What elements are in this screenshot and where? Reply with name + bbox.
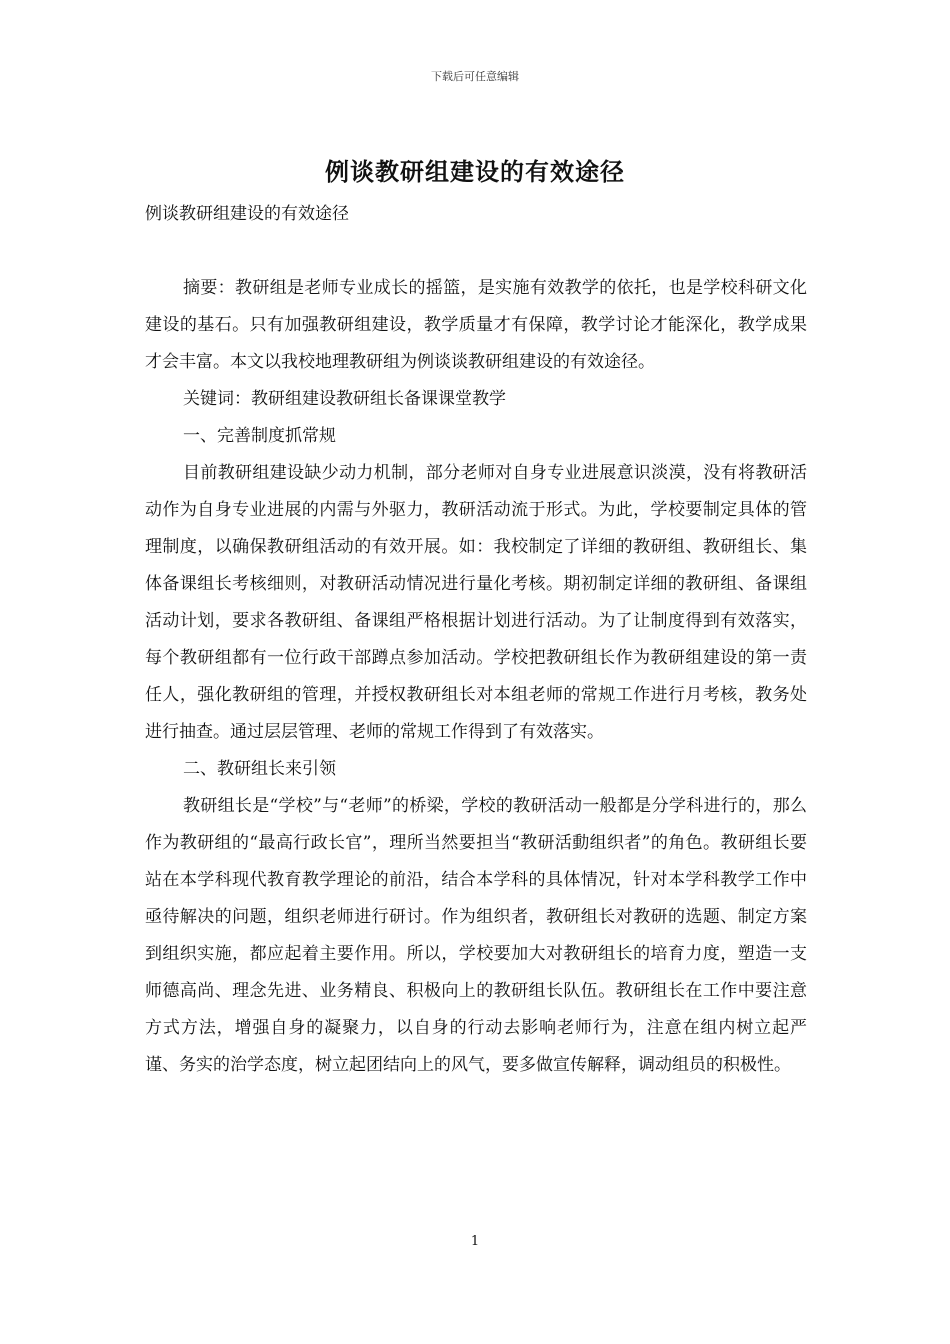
- body-paragraph: 教研组长是“学校”与“老师”的桥梁，学校的教研活动一般都是分学科进行的，那么作为教研组的“最高行政长官”，理所当然要担当“教研活動组织者”的角色。教研组长要站在本学科现代教育教学理论的前沿，结合本学科的具体情况，针对本学科教学工作中亟待解决的问题，组织老师进行研讨。作为组织者，教研组长对教研的选题、制定方案到组织实施，都应起着主要作用。所以，学校要加大对教研组长的培育力度，塑造一支师德高尚、理念先进、业务精良、积极向上的教研组长队伍。教研组长在工作中要注意方式方法，增强自身的凝聚力，以自身的行动去影响老师行为，注意在组内树立起严谨、务实的治学态度，树立起团结向上的风气，要多做宣传解释，调动组员的积极性。: [145, 796, 807, 1075]
- section-heading-2: 二、教研组长来引领: [183, 759, 336, 779]
- abstract-paragraph: 摘要：教研组是老师专业成长的摇篮，是实施有效教学的依托，也是学校科研文化建设的基石。只有加强教研组建设，教学质量才有保障，教学讨论才能深化，教学成果才会丰富。本文以我校地理教研组为例谈谈教研组建设的有效途径。: [145, 278, 807, 372]
- keywords-paragraph: 关键词：教研组建设教研组长备课课堂教学: [183, 389, 506, 409]
- document-subtitle: 例谈教研组建设的有效途径: [145, 204, 349, 224]
- section-heading-1: 一、完善制度抓常规: [183, 426, 336, 446]
- document-body: [145, 196, 807, 1084]
- header-note: 下载后可任意编辑: [431, 70, 519, 83]
- page-number: 1: [470, 1234, 480, 1249]
- document-title: 例谈教研组建设的有效途径: [325, 157, 625, 186]
- body-paragraph: 目前教研组建设缺少动力机制，部分老师对自身专业进展意识淡漠，没有将教研活动作为自身专业进展的内需与外驱力，教研活动流于形式。为此，学校要制定具体的管理制度，以确保教研组活动的有效开展。如：我校制定了详细的教研组、教研组长、集体备课组长考核细则，对教研活动情况进行量化考核。期初制定详细的教研组、备课组活动计划，要求各教研组、备课组严格根据计划进行活动。为了让制度得到有效落实，每个教研组都有一位行政干部蹲点参加活动。学校把教研组长作为教研组建设的第一责任人，强化教研组的管理，并授权教研组长对本组老师的常规工作进行月考核，教务处进行抽查。通过层层管理、老师的常规工作得到了有效落实。: [145, 463, 807, 742]
